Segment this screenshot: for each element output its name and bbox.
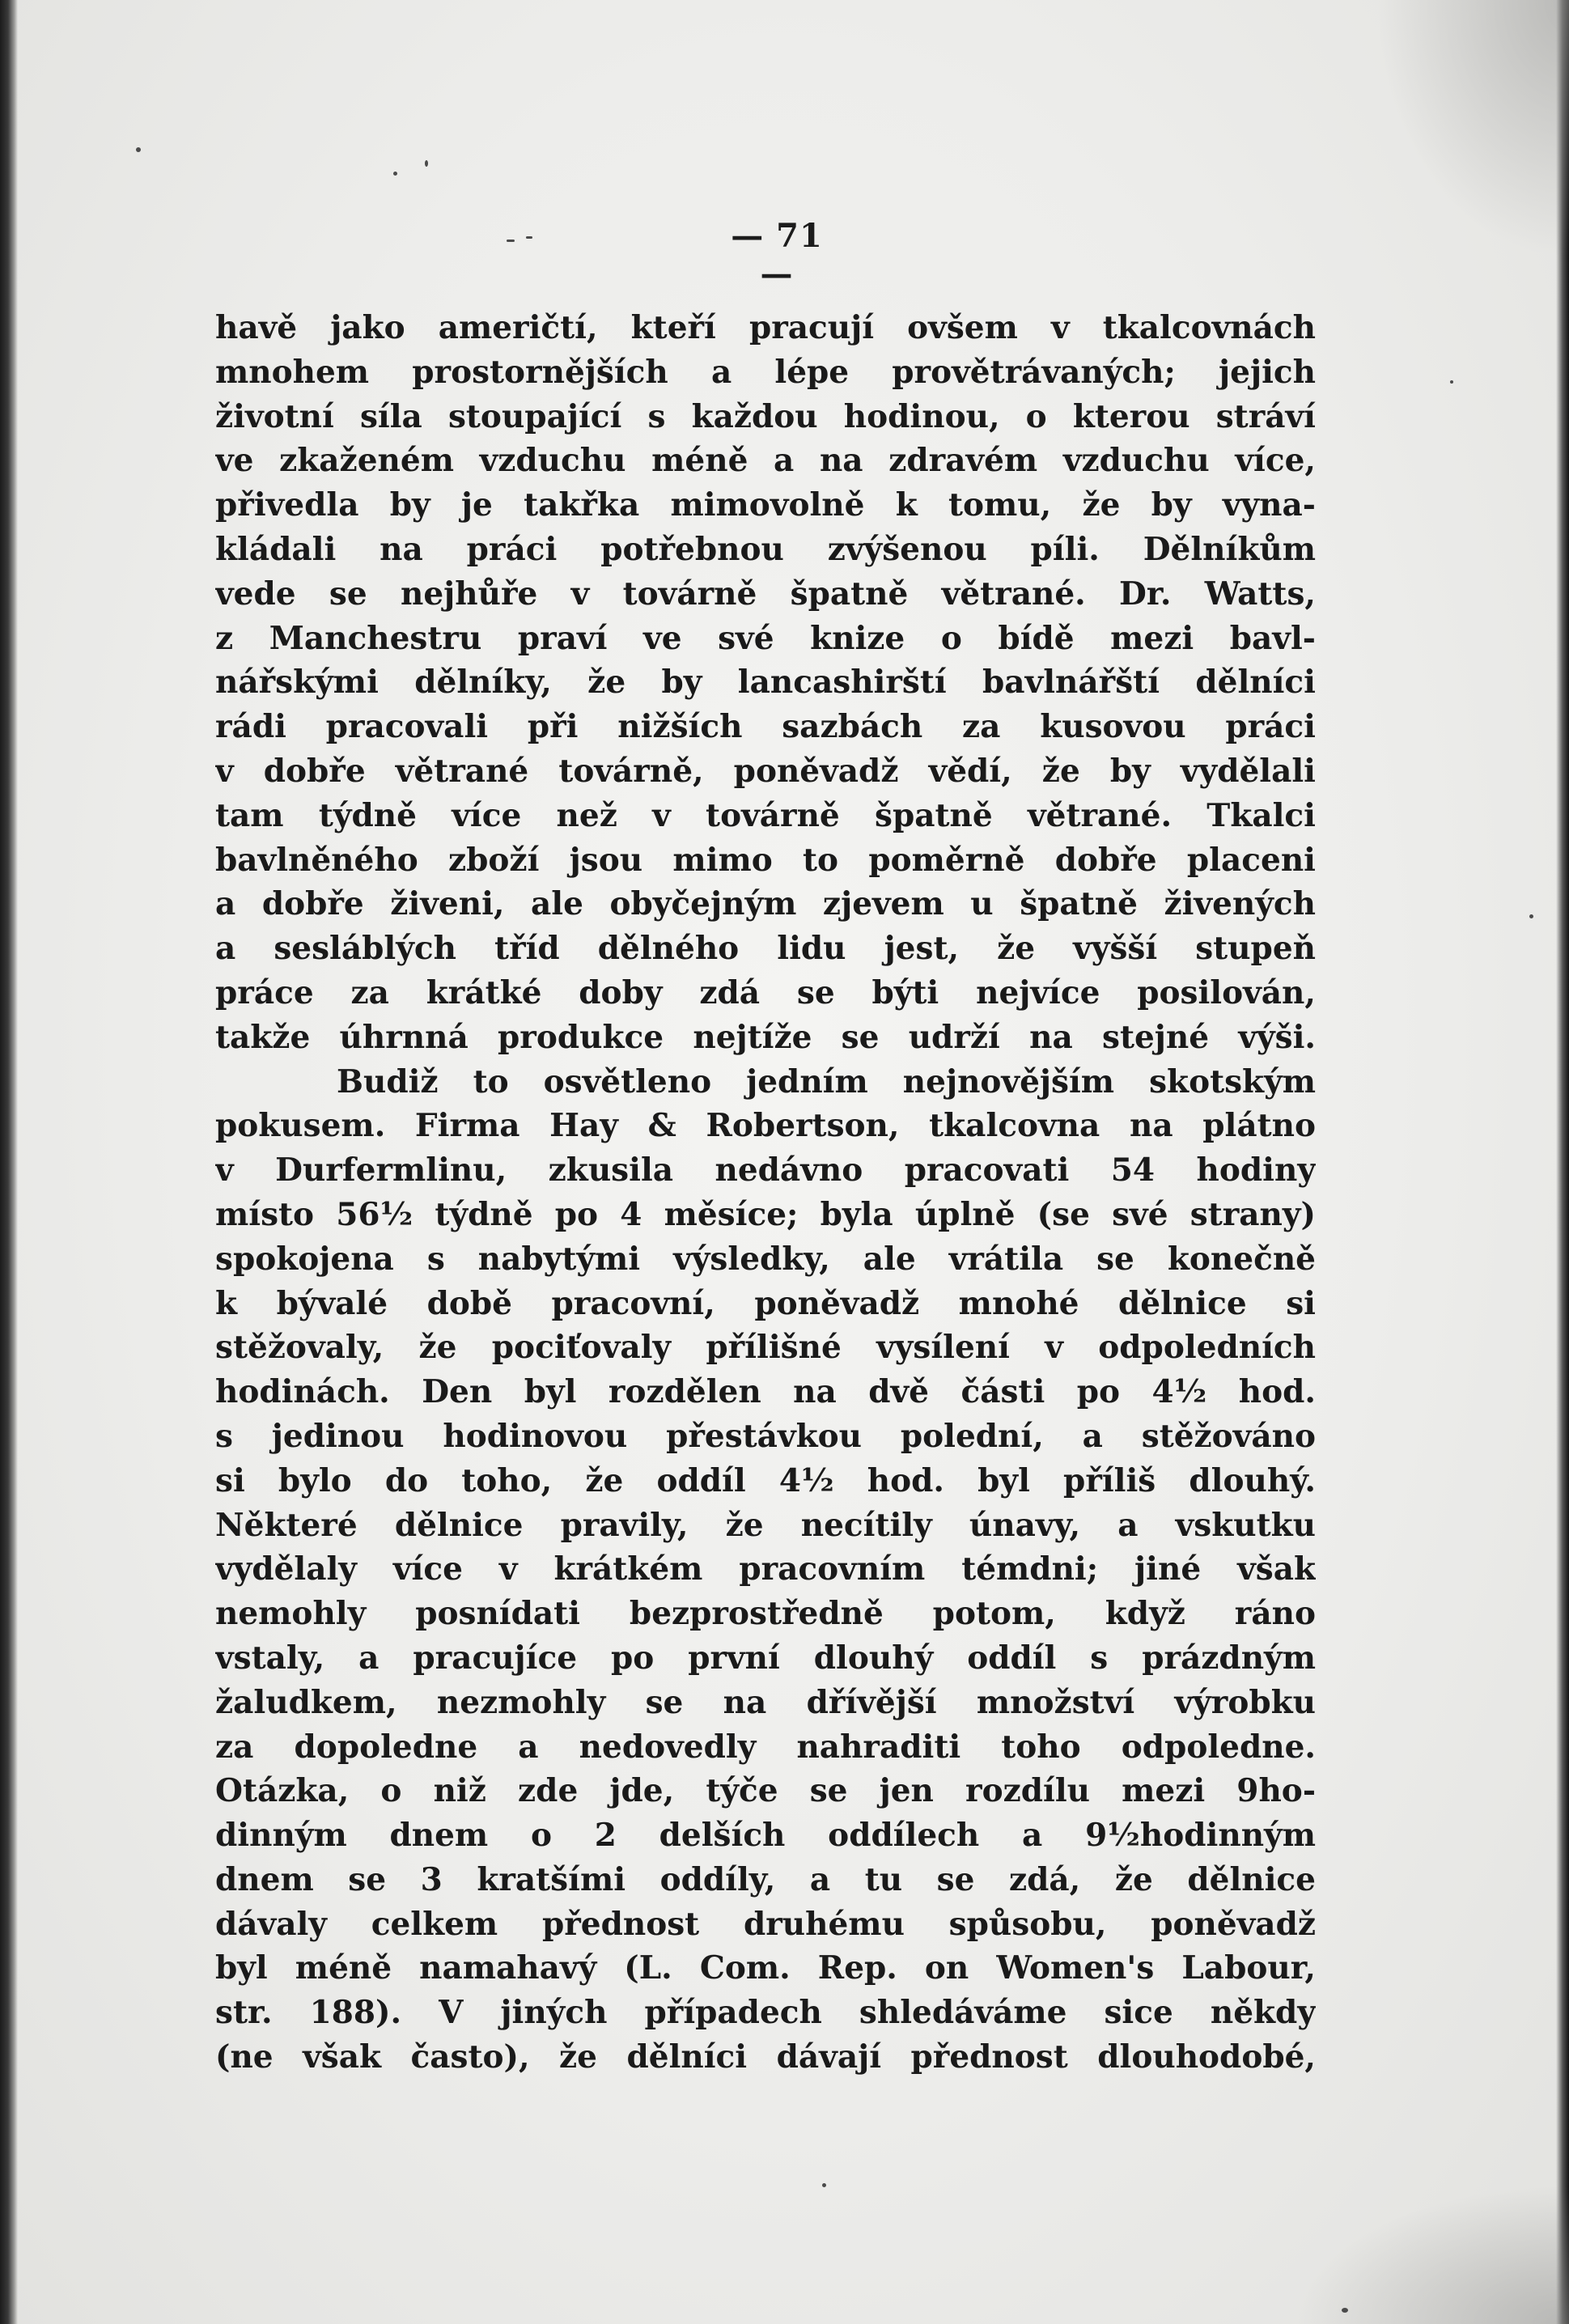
text-line: a sesláblých tříd dělného lidu jest, že vyšší stupeň [215, 930, 1316, 968]
page-corner-shade [1376, 0, 1569, 259]
text-line: životní síla stoupající s každou hodinou, o kterou stráví [215, 397, 1316, 435]
scan-speck [393, 172, 397, 176]
text-line: pokusem. Firma Hay & Robertson, tkalcovna na plátno [215, 1107, 1316, 1145]
text-line: žaludkem, nezmohly se na dřívější množství výrobku [215, 1683, 1316, 1721]
text-line: dávaly celkem přednost druhému spůsobu, poněvadž [215, 1905, 1316, 1943]
page-edge-shadow [1556, 0, 1569, 2324]
scan-speck [1529, 914, 1533, 918]
text-line: si bylo do toho, že oddíl 4½ hod. byl příliš dlouhý. [215, 1461, 1316, 1499]
body-text [215, 306, 1316, 2080]
text-line: s jedinou hodinovou přestávkou polední, a stěžováno [215, 1417, 1316, 1455]
text-line: vstaly, a pracujíce po první dlouhý oddíl s prázdným [215, 1639, 1316, 1677]
text-line: Otázka, o niž zde jde, týče se jen rozdílu mezi 9ho- [215, 1772, 1316, 1810]
text-line: dnem se 3 kratšími oddíly, a tu se zdá, že dělnice [215, 1860, 1316, 1898]
text-line: (ne však často), že dělníci dávají přednost dlouhodobé, [215, 2038, 1316, 2076]
page-number: — 71 — [731, 217, 823, 293]
text-line: vede se nejhůře v továrně špatně větrané. Dr. Watts, [215, 575, 1316, 613]
text-line: přivedla by je takřka mimovolně k tomu, že by vyna- [215, 486, 1316, 524]
text-line: havě jako američtí, kteří pracují ovšem v tkalcovnách [215, 309, 1316, 346]
text-line: místo 56½ týdně po 4 měsíce; byla úplně (se své strany) [215, 1195, 1316, 1233]
scan-speck [425, 160, 428, 167]
text-line: tam týdně více než v továrně špatně větrané. Tkalci [215, 796, 1316, 834]
text-line: práce za krátké doby zdá se býti nejvíce posilován, [215, 973, 1316, 1011]
scan-speck [822, 2183, 826, 2187]
page-corner-shade-bottom [1295, 2185, 1569, 2324]
text-line: Některé dělnice pravily, že necítily únavy, a vskutku [215, 1506, 1316, 1544]
text-line: takže úhrnná produkce nejtíže se udrží na stejné výši. [215, 1018, 1316, 1056]
text-line: v dobře větrané továrně, poněvadž vědí, že by vydělali [215, 752, 1316, 790]
text-line: stěžovaly, že pociťovaly přílišné vysílení v odpoledních [215, 1329, 1316, 1367]
scan-speck [1342, 2308, 1348, 2313]
scan-speck [507, 240, 515, 242]
text-line: str. 188). V jiných případech shledáváme sice někdy [215, 1994, 1316, 2032]
text-line: spokojena s nabytými výsledky, ale vrátila se konečně [215, 1240, 1316, 1278]
text-line: ve zkaženém vzduchu méně a na zdravém vzduchu více, [215, 442, 1316, 480]
scan-speck [526, 236, 532, 239]
text-line: dinným dnem o 2 delších oddílech a 9½hodinným [215, 1817, 1316, 1855]
text-line: hodinách. Den byl rozdělen na dvě části po 4½ hod. [215, 1373, 1316, 1411]
text-line: bavlněného zboží jsou mimo to poměrně dobře placeni [215, 841, 1316, 879]
paragraph-start-line: Budiž to osvětleno jedním nejnovějším skotským [337, 1062, 1316, 1101]
page-binding-shadow [0, 0, 18, 2324]
text-line: v Durfermlinu, zkusila nedávno pracovati 54 hodiny [215, 1151, 1316, 1190]
text-line: nářskými dělníky, že by lancashirští bavlnářští dělníci [215, 664, 1316, 702]
text-line: za dopoledne a nedovedly nahraditi toho odpoledne. [215, 1728, 1316, 1766]
scan-speck [1450, 380, 1453, 384]
text-line: vydělaly více v krátkém pracovním témdni; jiné však [215, 1550, 1316, 1588]
text-line: mnohem prostornějších a lépe provětrávaných; jejich [215, 353, 1316, 391]
text-line: kládali na práci potřebnou zvýšenou píli. Dělníkům [215, 530, 1316, 568]
text-line: rádi pracovali při nižších sazbách za kusovou práci [215, 708, 1316, 746]
text-line: k bývalé době pracovní, poněvadž mnohé dělnice si [215, 1284, 1316, 1322]
text-line: nemohly posnídati bezprostředně potom, když ráno [215, 1595, 1316, 1633]
scan-speck [136, 147, 141, 152]
text-line: a dobře živeni, ale obyčejným zjevem u špatně živených [215, 885, 1316, 923]
text-line: byl méně namahavý (L. Com. Rep. on Women's Labour, [215, 1949, 1316, 1987]
text-line: z Manchestru praví ve své knize o bídě mezi bavl- [215, 619, 1316, 657]
